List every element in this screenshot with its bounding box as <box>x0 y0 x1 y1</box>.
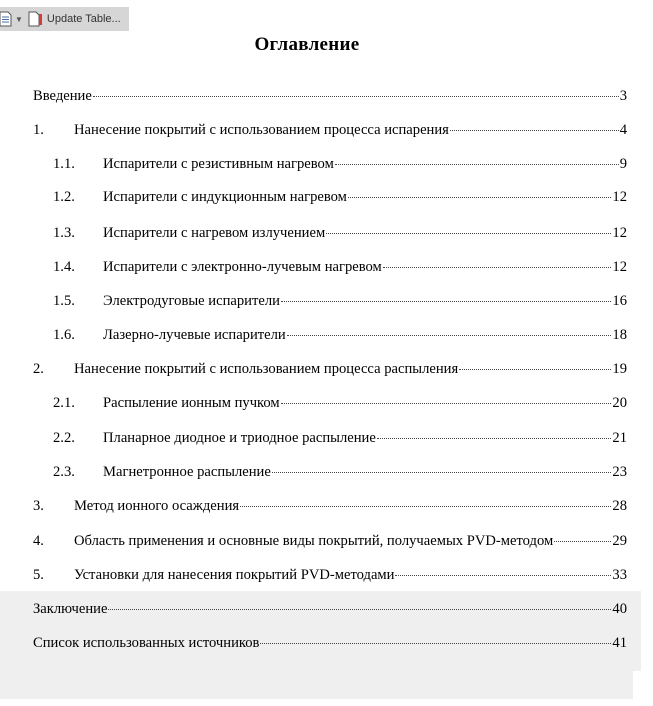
toc-entry[interactable] <box>0 430 627 450</box>
selection-highlight-tail <box>0 671 633 699</box>
update-table-button[interactable] <box>27 7 121 31</box>
toc-entry-title[interactable]: Испарители с электронно-лучевым нагревом <box>103 259 382 275</box>
toc-entry-title[interactable]: Метод ионного осаждения <box>74 498 240 514</box>
toc-dot-leader <box>281 403 612 404</box>
toc-dot-leader <box>348 197 612 198</box>
toc-dot-leader <box>459 369 611 370</box>
toc-entry-title[interactable]: Испарители с нагревом излучением <box>103 225 326 241</box>
toc-page-number[interactable]: 12 <box>612 225 627 241</box>
toc-page-number[interactable]: 33 <box>612 567 627 583</box>
toc-entry-title[interactable]: Электродуговые испарители <box>103 293 280 309</box>
toc-entry[interactable] <box>0 533 627 553</box>
toc-entry-title[interactable]: Распыление ионным пучком <box>103 395 280 411</box>
toc-entry-title[interactable]: Лазерно-лучевые испарители <box>103 327 286 343</box>
toc-entry-number: 1.1. <box>53 156 75 172</box>
toc-entry[interactable] <box>0 464 627 484</box>
toc-entry[interactable] <box>0 88 627 108</box>
toc-entry[interactable] <box>0 567 627 587</box>
toc-entry[interactable] <box>0 225 627 245</box>
toc-entry[interactable] <box>0 327 627 347</box>
toc-entry[interactable] <box>0 189 627 209</box>
toc-entry-number: 1.3. <box>53 225 75 241</box>
toc-page-number[interactable]: 29 <box>612 533 627 549</box>
toc-entry[interactable] <box>0 601 627 621</box>
toc-page-number[interactable]: 20 <box>612 395 627 411</box>
toc-page-number[interactable]: 12 <box>612 259 627 275</box>
toc-page-number[interactable]: 4 <box>619 122 627 138</box>
toc-dot-leader <box>108 609 611 610</box>
toc-entry[interactable] <box>0 122 627 142</box>
toc-page-number[interactable]: 41 <box>612 635 627 651</box>
toc-page-number[interactable]: 3 <box>619 88 627 104</box>
toc-page-number[interactable]: 18 <box>612 327 627 343</box>
toc-toolbar <box>0 7 129 31</box>
toc-dot-leader <box>326 233 611 234</box>
toc-entry[interactable] <box>0 361 627 381</box>
toc-entry-title[interactable]: Испарители с индукционным нагревом <box>103 189 347 205</box>
toc-page-number[interactable]: 16 <box>612 293 627 309</box>
toc-page-number[interactable]: 9 <box>619 156 627 172</box>
toc-entry-title[interactable]: Нанесение покрытий с использованием процесса распыления <box>74 361 459 377</box>
toc-dot-leader <box>395 575 611 576</box>
toc-entry-number: 1.6. <box>53 327 75 343</box>
toc-options-button[interactable] <box>0 7 27 31</box>
toc-entry[interactable] <box>0 259 627 279</box>
toc-entry-number: 2. <box>33 361 44 377</box>
toc-page-number[interactable]: 21 <box>612 430 627 446</box>
toc-entry-number: 2.3. <box>53 464 75 480</box>
toc-dot-leader <box>287 335 612 336</box>
toc-entry-title[interactable]: Установки для нанесения покрытий PVD-методами <box>74 567 395 583</box>
toc-page-number[interactable]: 12 <box>612 189 627 205</box>
toc-entry-title[interactable]: Заключение <box>33 601 108 617</box>
chevron-down-icon[interactable]: ▼ <box>15 14 23 24</box>
toc-entry[interactable] <box>0 635 627 655</box>
toc-entry-title[interactable]: Введение <box>33 88 92 104</box>
toc-entry-number: 4. <box>33 533 44 549</box>
toc-entry[interactable] <box>0 498 627 518</box>
toc-entry-title[interactable]: Область применения и основные виды покрытий, получаемых PVD-методом <box>74 533 554 549</box>
toc-dot-leader <box>272 472 612 473</box>
toc-entry-number: 2.1. <box>53 395 75 411</box>
toc-entry-title[interactable]: Испарители с резистивным нагревом <box>103 156 334 172</box>
toc-dot-leader <box>450 130 619 131</box>
toc-page-number[interactable]: 19 <box>612 361 627 377</box>
update-table-icon <box>27 11 43 27</box>
toc-dot-leader <box>240 506 611 507</box>
toc-dot-leader <box>281 301 611 302</box>
toc-entry-number: 1.5. <box>53 293 75 309</box>
toc-entry-title[interactable]: Магнетронное распыление <box>103 464 271 480</box>
toc-entry-title[interactable]: Планарное диодное и триодное распыление <box>103 430 376 446</box>
toc-page-number[interactable]: 23 <box>612 464 627 480</box>
toc-entry-number: 1.4. <box>53 259 75 275</box>
toc-entry[interactable] <box>0 395 627 415</box>
toc-entry-number: 3. <box>33 498 44 514</box>
toc-dot-leader <box>377 438 612 439</box>
toc-entry-title[interactable]: Нанесение покрытий с использованием процесса испарения <box>74 122 449 138</box>
toc-entry-number: 5. <box>33 567 44 583</box>
toc-page-number[interactable]: 28 <box>612 498 627 514</box>
toc-entry[interactable] <box>0 293 627 313</box>
toc-page-number[interactable]: 40 <box>612 601 627 617</box>
toc-dot-leader <box>335 164 619 165</box>
toc-dot-leader <box>93 96 619 97</box>
toc-dot-leader <box>260 643 611 644</box>
update-table-label: Update Table... <box>46 13 121 25</box>
toc-entry-number: 1. <box>33 122 44 138</box>
page-title: Оглавление <box>254 34 360 55</box>
toc-entry[interactable] <box>0 156 627 176</box>
toc-dot-leader <box>383 267 612 268</box>
document-icon <box>0 11 12 27</box>
toc-entry-title[interactable]: Список использованных источников <box>33 635 260 651</box>
toc-entry-number: 1.2. <box>53 189 75 205</box>
toc-dot-leader <box>554 541 611 542</box>
toc-entry-number: 2.2. <box>53 430 75 446</box>
